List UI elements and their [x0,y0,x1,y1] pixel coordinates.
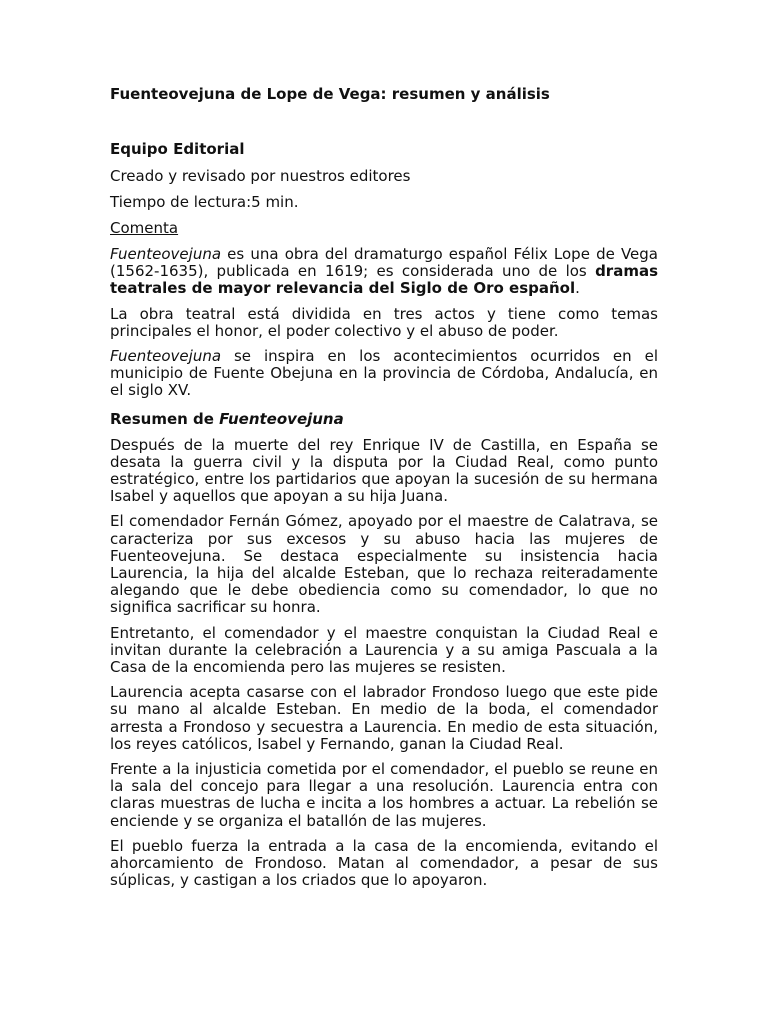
summary-heading-prefix: Resumen de [110,409,220,428]
themes-paragraph: La obra teatral está dividida en tres actos y tiene como temas principales el honor, el poder colectivo y el abuso de poder. [110,304,658,340]
summary-paragraph: El comendador Fernán Gómez, apoyado por el maestre de Calatrava, se caracteriza por sus excesos y su abuso hacia las mujeres de Fuenteovejuna. Se destaca especialmente su insistencia hacia Laurencia, la hija del alcalde Esteban, que lo rechaza reiteradamente alegando que le debe obediencia como su comendador, lo que no significa sacrificar su honra. [110,512,658,617]
editorial-team-heading: Equipo Editorial [110,140,245,158]
summary-paragraph: Laurencia acepta casarse con el labrador Frondoso luego que este pide su mano al alcalde Esteban. En medio de la boda, el comendador arresta a Frondoso y secuestra a Laurencia. En medio de esta situación, los reyes católicos, Isabel y Fernando, ganan la Ciudad Real. [110,683,658,753]
work-title-italic: Fuenteovejuna [110,245,222,263]
intro-paragraph [110,246,658,298]
inspiration-text: se inspira en los acontecimientos ocurridos en el municipio de Fuente Obejuna en la provincia de Córdoba, Andalucía, en el siglo XV. [110,347,658,400]
summary-paragraph: Entretanto, el comendador y el maestre conquistan la Ciudad Real e invitan durante la celebración a Laurencia y a su amiga Pascuala a la Casa de la encomienda pero las mujeres se resisten. [110,623,658,677]
summary-heading-work: Fuenteovejuna [219,409,344,428]
work-title-italic: Fuenteovejuna [110,347,222,366]
intro-text-b: . [575,279,580,298]
reading-time: Tiempo de lectura:5 min. [110,193,299,211]
summary-paragraph: Frente a la injusticia cometida por el comendador, el pueblo se reune en la sala del concejo para llegar a una resolución. Laurencia entra con claras muestras de lucha e incita a los hombres a actuar. La rebelión se enciende y se organiza el batallón de las mujeres. [110,760,658,830]
inspiration-paragraph [110,348,658,400]
intro-text-a: es una obra del dramaturgo español Félix Lope de Vega (1562-1635), publicada en 1619; es considerada uno de los [110,245,658,281]
summary-paragraph: El pueblo fuerza la entrada a la casa de la encomienda, evitando el ahorcamiento de Frondoso. Matan al comendador, a pesar de sus súplicas, y castigan a los criados que lo apoyaron. [110,836,658,890]
summary-paragraph: Después de la muerte del rey Enrique IV de Castilla, en España se desata la guerra civil y la disputa por la Ciudad Real, como punto estratégico, entre los partidarios que apoyan la sucesión de su hermana Isabel y aquellos que apoyan a su hija Juana. [110,435,658,506]
created-by-line: Creado y revisado por nuestros editores [110,167,411,185]
article-title: Fuenteovejuna de Lope de Vega: resumen y análisis [110,85,550,103]
summary-heading [110,409,658,429]
intro-bold-phrase: dramas teatrales de mayor relevancia del Siglo de Oro español [110,262,658,298]
comment-link[interactable]: Comenta [110,219,179,237]
